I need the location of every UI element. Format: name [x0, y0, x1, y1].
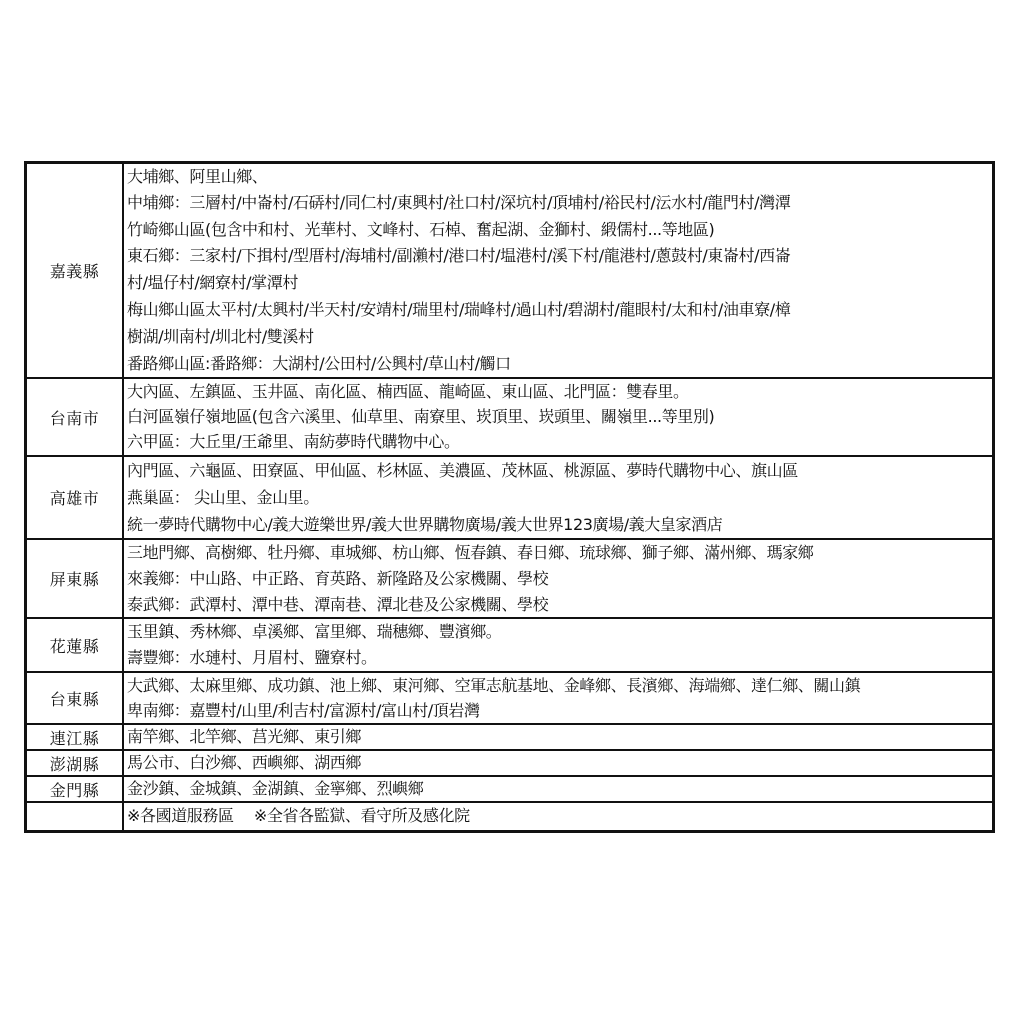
table-row: [26, 724, 994, 750]
table-row: [26, 378, 994, 456]
area-line: 馬公市、白沙鄉、西嶼鄉、湖西鄉: [127, 753, 362, 772]
table-row: [26, 750, 994, 776]
area-line: 壽豐鄉：水璉村、月眉村、鹽寮村。: [127, 648, 377, 667]
region-cell: 屏東縣: [26, 539, 124, 618]
table-row: [26, 618, 994, 672]
region-cell: 連江縣: [26, 724, 124, 750]
areas-cell: [123, 802, 994, 831]
area-line: 村/塭仔村/網寮村/掌潭村: [127, 273, 298, 292]
area-line: 三地門鄉、高樹鄉、牡丹鄉、車城鄉、枋山鄉、恆春鎮、春日鄉、琉球鄉、獅子鄉、滿州鄉、瑪家鄉: [127, 543, 814, 562]
area-line: 玉里鎮、秀林鄉、卓溪鄉、富里鄉、瑞穗鄉、豐濱鄉。: [127, 622, 502, 641]
area-line: 大武鄉、太麻里鄉、成功鎮、池上鄉、東河鄉、空軍志航基地、金峰鄉、長濱鄉、海端鄉、達仁鄉、關山鎮: [127, 676, 861, 695]
region-cell: 花蓮縣: [26, 618, 124, 672]
area-line: 燕巢區： 尖山里、金山里。: [127, 488, 319, 507]
table-row: [26, 672, 994, 724]
areas-cell: [123, 456, 994, 539]
areas-cell: [123, 378, 994, 456]
region-cell: 嘉義縣: [26, 163, 124, 379]
table-row: [26, 539, 994, 618]
area-line: 卑南鄉：嘉豐村/山里/利吉村/富源村/富山村/頂岩灣: [127, 701, 480, 720]
area-line: 白河區嶺仔嶺地區(包含六溪里、仙草里、南寮里、崁頂里、崁頭里、關嶺里...等里別): [127, 407, 715, 426]
areas-cell: [123, 750, 994, 776]
area-line: 竹崎鄉山區(包含中和村、光華村、文峰村、石棹、奮起湖、金獅村、緞儒村...等地區): [127, 220, 715, 239]
table-row: [26, 776, 994, 802]
area-line: 來義鄉：中山路、中正路、育英路、新隆路及公家機關、學校: [127, 569, 549, 588]
remote-area-table: [24, 161, 995, 833]
area-line: 大內區、左鎮區、玉井區、南化區、楠西區、龍崎區、東山區、北門區：雙春里。: [127, 382, 689, 401]
areas-cell: [123, 618, 994, 672]
area-line: 梅山鄉山區太平村/太興村/半天村/安靖村/瑞里村/瑞峰村/過山村/碧湖村/龍眼村/太和村/油車寮/樟: [127, 300, 791, 319]
region-cell: 高雄市: [26, 456, 124, 539]
footer-note: ※各國道服務區 ※全省各監獄、看守所及感化院: [127, 806, 470, 825]
area-line: 金沙鎮、金城鎮、金湖鎮、金寧鄉、烈嶼鄉: [127, 779, 424, 798]
area-line: 統一夢時代購物中心/義大遊樂世界/義大世界購物廣場/義大世界123廣場/義大皇家酒店: [127, 515, 723, 534]
table-row: [26, 163, 994, 379]
area-line: 泰武鄉：武潭村、潭中巷、潭南巷、潭北巷及公家機關、學校: [127, 595, 549, 614]
region-cell: 台南市: [26, 378, 124, 456]
area-line: 大埔鄉、阿里山鄉、: [127, 167, 268, 186]
table-row: [26, 802, 994, 831]
area-line: 東石鄉：三家村/下揖村/型厝村/海埔村/副瀨村/港口村/塭港村/溪下村/龍港村/蔥鼓村/東崙村/西崙: [127, 246, 791, 265]
areas-cell: [123, 724, 994, 750]
area-line: 中埔鄉：三層村/中崙村/石硦村/同仁村/東興村/社口村/深坑村/頂埔村/裕民村/沄水村/龍門村/灣潭: [127, 193, 791, 212]
region-cell: 金門縣: [26, 776, 124, 802]
areas-cell: [123, 163, 994, 379]
table-row: [26, 456, 994, 539]
area-line: 樹湖/圳南村/圳北村/雙溪村: [127, 327, 314, 346]
region-cell: 澎湖縣: [26, 750, 124, 776]
area-line: 番路鄉山區:番路鄉：大湖村/公田村/公興村/草山村/觸口: [127, 354, 511, 373]
areas-cell: [123, 539, 994, 618]
region-cell-empty: [26, 802, 124, 831]
region-cell: 台東縣: [26, 672, 124, 724]
area-line: 六甲區：大丘里/王爺里、南紡夢時代購物中心。: [127, 432, 460, 451]
area-line: 內門區、六龜區、田寮區、甲仙區、杉林區、美濃區、茂林區、桃源區、夢時代購物中心、旗山區: [127, 461, 798, 480]
area-line: 南竿鄉、北竿鄉、莒光鄉、東引鄉: [127, 727, 362, 746]
areas-cell: [123, 672, 994, 724]
areas-cell: [123, 776, 994, 802]
